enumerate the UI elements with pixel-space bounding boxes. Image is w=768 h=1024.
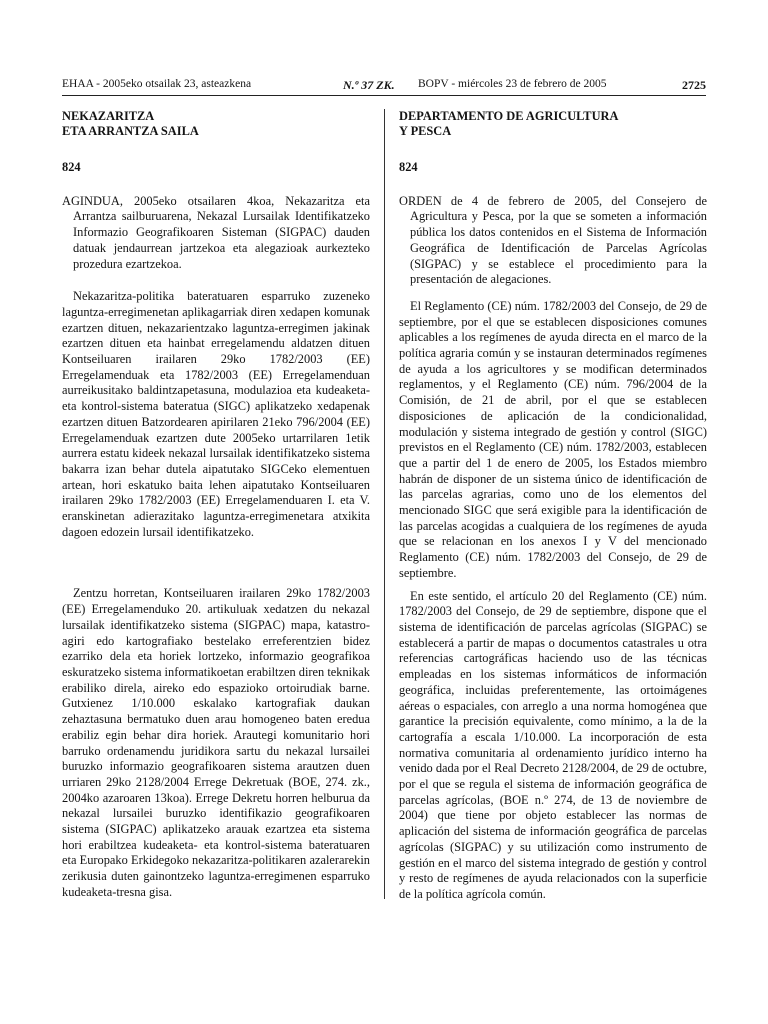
disposition-number: 824 (62, 160, 81, 174)
header-issue-number: N.º 37 ZK. (343, 78, 395, 92)
page-number: 2725 (682, 78, 706, 92)
header-basque-date: EHAA - 2005eko otsailak 23, asteazkena (62, 78, 252, 90)
basque-column (62, 109, 370, 901)
disposition-title: ORDEN de 4 de febrero de 2005, del Consejero de Agricultura y Pesca, por la que se someten a información pública los datos contenidos en el Sistema de Información Geográfica de Identificación de Parcelas Agrícolas (SIGPAC) y se establece el procedimiento para la presentación de alegaciones. (399, 193, 707, 287)
department-line-2: Y PESCA (399, 124, 452, 138)
department-line-1: NEKAZARITZA (62, 109, 155, 123)
body-paragraph-1: El Reglamento (CE) núm. 1782/2003 del Consejo, de 29 de septiembre, por el que se establecen disposiciones comunes aplicables a los regímenes de ayuda directa en el marco de la política agraria común y se instauran determinados regímenes de ayuda a los agricultores y se modifican determinados reglamentos, y el Reglamento (CE) núm. 796/2004 de la Comisión, de 21 de abril, por el que se establecen disposiciones de aplicación de la condicionalidad, modulación y sistema integrado de gestión y control (SIGC) previstos en el Reglamento (CE) núm. 1782/2003, establecen que a partir del 1 de enero de 2005, los Estados miembro habrán de disponer de un sistema único de identificación de las parcelas agrarias, como uno de los elementos del mencionado SIGC que será exigible para la identificación de las parcelas acogidas a cualquiera de los regímenes de ayuda que se relacionan en los anexos I y V del mencionado Reglamento (CE) núm. 1782/2003 del Consejo, de 29 de septiembre. (399, 298, 707, 580)
department-heading (399, 109, 707, 139)
department-heading (62, 109, 370, 139)
body-paragraph-2: Zentzu horretan, Kontseiluaren irailaren 29ko 1782/2003 (EE) Erregelamenduko 20. artikuluak xedatzen du nekazal lursailak identifikatzeko sistema (SIGPAC) mapa, katastro-agiri edo kartografiako bestelako erreferentzien bidez ezarriko dela eta horiek lortzeko, informazio geografikoa eskuratzeko sistema informatikoetan erabiltzen diren teknikak erabiliko direla, aireko edo espazioko ortoirudiak barne. Gutxienez 1/10.000 eskalako kartografiak daukan zehaztasuna bermatuko duen arau homogeneo baten eredua erabiliz egin behar dira horiek. Arautegi komunitario hori barruko ordenamendu juridikora sartu du nekazal lursailei buruzko informazio geografikoaren sistema arautzen duen urriaren 29ko 2128/2004 Errege Dekretuak (BOE, 274. zk., 2004ko azaroaren 13koa). Errege Dekretu horren helburua da nekazal lursailei buruzko identifikazio geografikoaren sistema (SIGPAC) aplikatzeko arauak ezartzea eta sistema hori erabiltzea kudeaketa- eta kontrol-sistema bateratuaren eta Europako Erkidegoko nekazaritza-politikaren azalerarekin zerikusia duten gainontzeko laguntza-erregimenen esparruko kudeaketa-tresna gisa. (62, 586, 370, 899)
body-paragraph-1: Nekazaritza-politika bateratuaren esparruko zuzeneko laguntza-erregimenetan aplikagarriak diren xedapen komunak ezartzen dituen, nekazarientzako laguntza-erregimen jakinak ezartzen dituen eta hainbat erregelamendu aldatzen dituen Kontseiluaren irailaren 29ko 1782/2003 (EE) Erregelamenduak eta 1782/2003 (EE) Erregelamenduan aurreikusitako baldintzapetasuna, modulazioa eta kudeaketa- eta kontrol-sistema bateratua (SIGC) aplikatzeko xedapenak ezartzen dituen Batzordearen apirilaren 21eko 796/2004 (EE) Erregelamenduak ezartzen dute 2005eko urtarrilaren 1etik aurrera estatu kideek nekazal lursailak identifikatzeko sistema bakarra izan behar dutela aipatutako SIGCeko elementuen artean, hori eskatuko baita lehen aipatutako Kontseiluaren irailaren 29ko 1782/2003 (EE) Erregelamenduaren I. eta V. eranskinetan adierazitako laguntza-erregimenetara atxikita dagoen edozein lursail identifikatzeko. (62, 289, 370, 539)
disposition-title: AGINDUA, 2005eko otsailaren 4koa, Nekazaritza eta Arrantza sailburuarena, Nekazal Lursailak Identifikatzeko Informazio Geografikoaren Sisteman (SIGPAC) dauden datuak jendaurrean jartzekoa eta alegazioak aurkezteko prozedura ezartzekoa. (62, 193, 370, 271)
spanish-column (399, 109, 707, 903)
header-spanish-date: BOPV - miércoles 23 de febrero de 2005 (418, 78, 607, 90)
department-line-1: DEPARTAMENTO DE AGRICULTURA (399, 109, 619, 123)
column-divider (384, 109, 385, 899)
body-paragraph-2: En este sentido, el artículo 20 del Reglamento (CE) núm. 1782/2003 del Consejo, de 29 de septiembre, dispone que el sistema de identificación de parcelas agrícolas (SIGPAC) se establecerá a partir de mapas o documentos catastrales u otra referencias cartográficas haciendo uso de las técnicas empleadas en los sistemas informáticos de información geográfica, incluidas preferentemente, las ortoimágenes aéreas o espaciales, con arreglo a una norma homogénea que garantice la precisión equivalente, como mínimo, a la de la cartografía a escala 1/10.000. La incorporación de esta normativa comunitaria al ordenamiento jurídico interno ha venido dada por el Real Decreto 2128/2004, de 29 de octubre, por el que se regula el sistema de información geográfica de parcelas agrícolas, (BOE n.º 274, de 13 de noviembre de 2004) que tiene por objeto establecer las normas de aplicación del sistema de información geográfica de parcelas agrícolas (SIGPAC) y su utilización como instrumento de gestión en el marco del sistema integrado de gestión y control y resto de regímenes de ayuda relacionados con la superficie de la política agrícola común. (399, 588, 707, 901)
department-line-2: ETA ARRANTZA SAILA (62, 124, 199, 138)
disposition-number: 824 (399, 160, 418, 174)
page-header (62, 75, 706, 96)
